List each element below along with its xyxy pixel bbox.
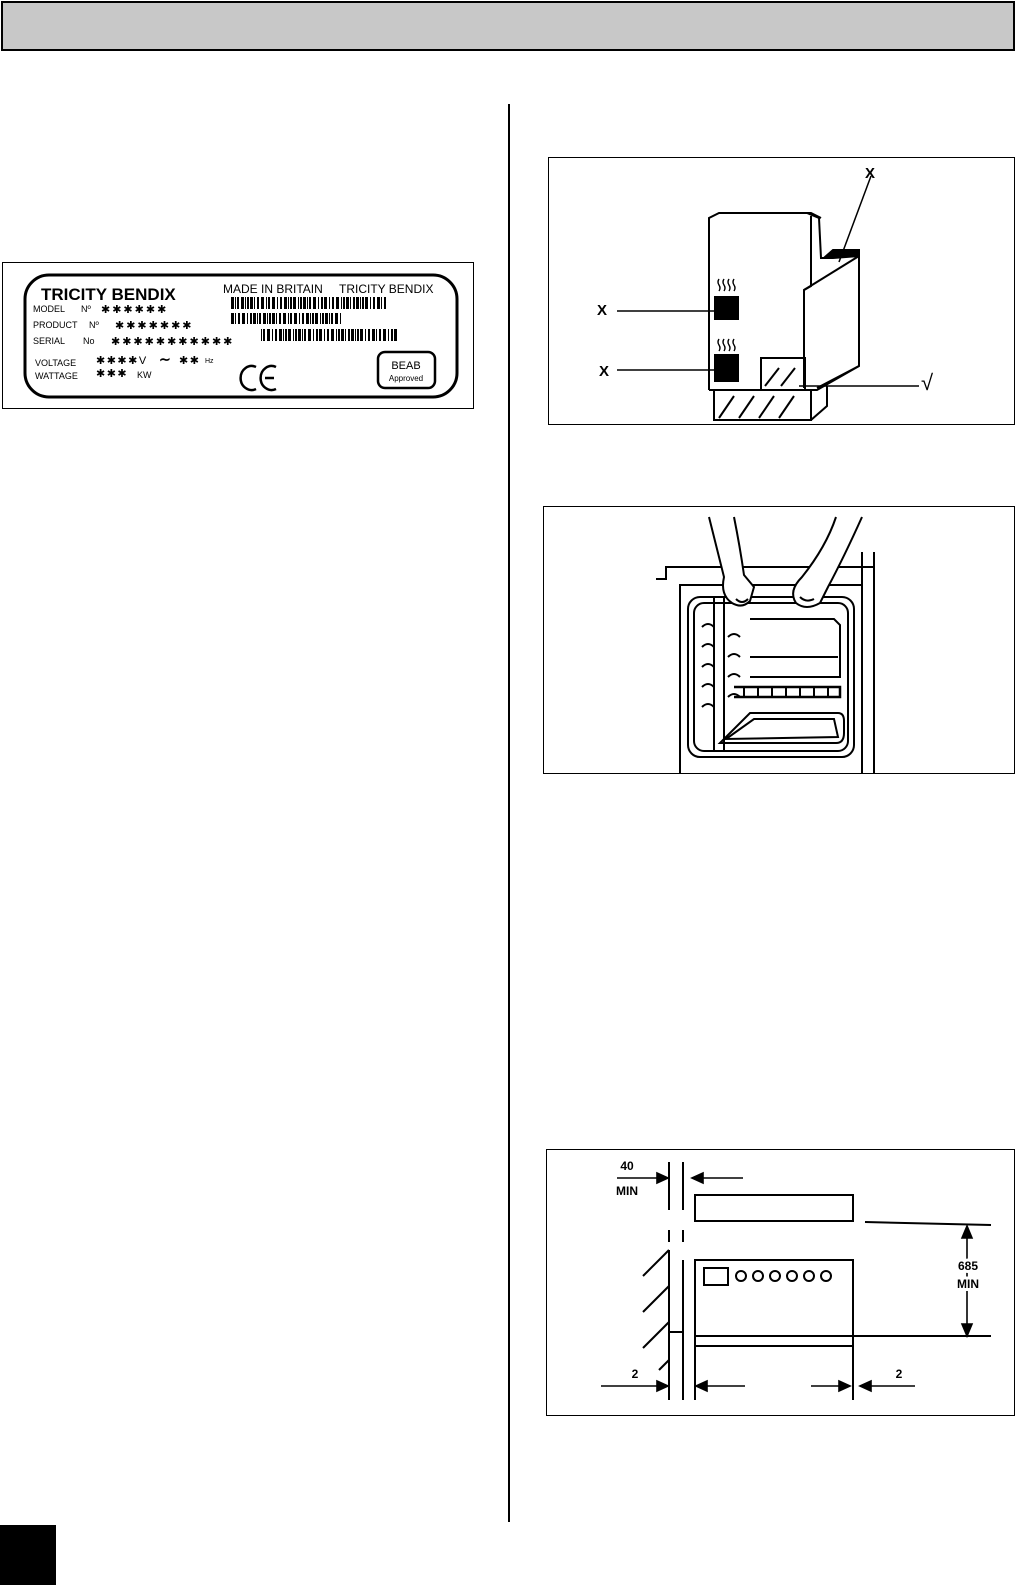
dimension-arrows [601, 1173, 972, 1391]
figure-lifting-points [548, 157, 1015, 425]
beab-line2: Approved [388, 374, 424, 383]
plate-serial-label: SERIAL [33, 336, 66, 346]
page-header-bar [1, 1, 1015, 51]
leader-lines [617, 176, 919, 386]
label-x-upper: X [597, 302, 608, 319]
dim-height-gap: 685 [957, 1259, 979, 1273]
plate-model-value: ✱✱✱✱✱✱ [101, 304, 169, 316]
clearance-illustration [643, 1162, 991, 1400]
plate-model-no: Nº [81, 304, 91, 314]
plate-brand: TRICITY BENDIX [41, 285, 176, 304]
plate-model-label: MODEL [33, 304, 66, 314]
figure-clearance-dimensions [546, 1149, 1015, 1416]
lower-handhold-block [714, 354, 739, 382]
page-number-tab [0, 1525, 56, 1585]
dim-side-gap-left: 2 [631, 1367, 639, 1381]
plate-kw: KW [137, 370, 152, 380]
plate-made-in: MADE IN BRITAIN [223, 282, 323, 296]
plate-product-no: Nº [89, 320, 99, 330]
dim-top-gap-unit: MIN [616, 1184, 638, 1198]
plate-product-value: ✱✱✱✱✱✱✱ [115, 320, 194, 332]
barcode-2 [231, 313, 341, 324]
plate-voltage-label: VOLTAGE [35, 358, 77, 368]
beab-line1: BEAB [391, 360, 421, 372]
plate-product-label: PRODUCT [33, 320, 78, 330]
dim-side-gap-right: 2 [895, 1367, 903, 1381]
plate-voltage-ac: ∼ [159, 351, 171, 367]
plate-wattage-value: ✱✱✱ [96, 368, 129, 380]
hands-illustration [709, 517, 862, 607]
plate-brand-small: TRICITY BENDIX [339, 282, 434, 296]
dim-top-gap: 40 [620, 1159, 634, 1173]
plate-voltage-value: ✱✱✱✱V [96, 355, 148, 367]
column-divider [508, 104, 510, 1522]
label-x-top: X [865, 165, 876, 182]
ce-mark-icon [241, 366, 276, 390]
figure-oven-interior [543, 506, 1015, 774]
plate-serial-value: ✱✱✱✱✱✱✱✱✱✱✱ [111, 336, 235, 348]
upper-handhold-block [714, 296, 739, 320]
plate-hz: Hz [205, 358, 214, 365]
label-x-lower: X [599, 363, 610, 380]
barcode-3 [261, 329, 397, 341]
rating-plate [2, 262, 474, 409]
dim-height-gap-unit: MIN [957, 1277, 979, 1291]
oven-cavity-illustration [656, 552, 874, 773]
label-correct: √ [921, 370, 934, 395]
plate-wattage-label: WATTAGE [35, 371, 78, 381]
beab-approved-badge [378, 352, 435, 388]
plate-serial-no: No [83, 336, 95, 346]
plate-freq-value: ✱✱ [179, 355, 201, 367]
barcode-1 [231, 297, 386, 309]
